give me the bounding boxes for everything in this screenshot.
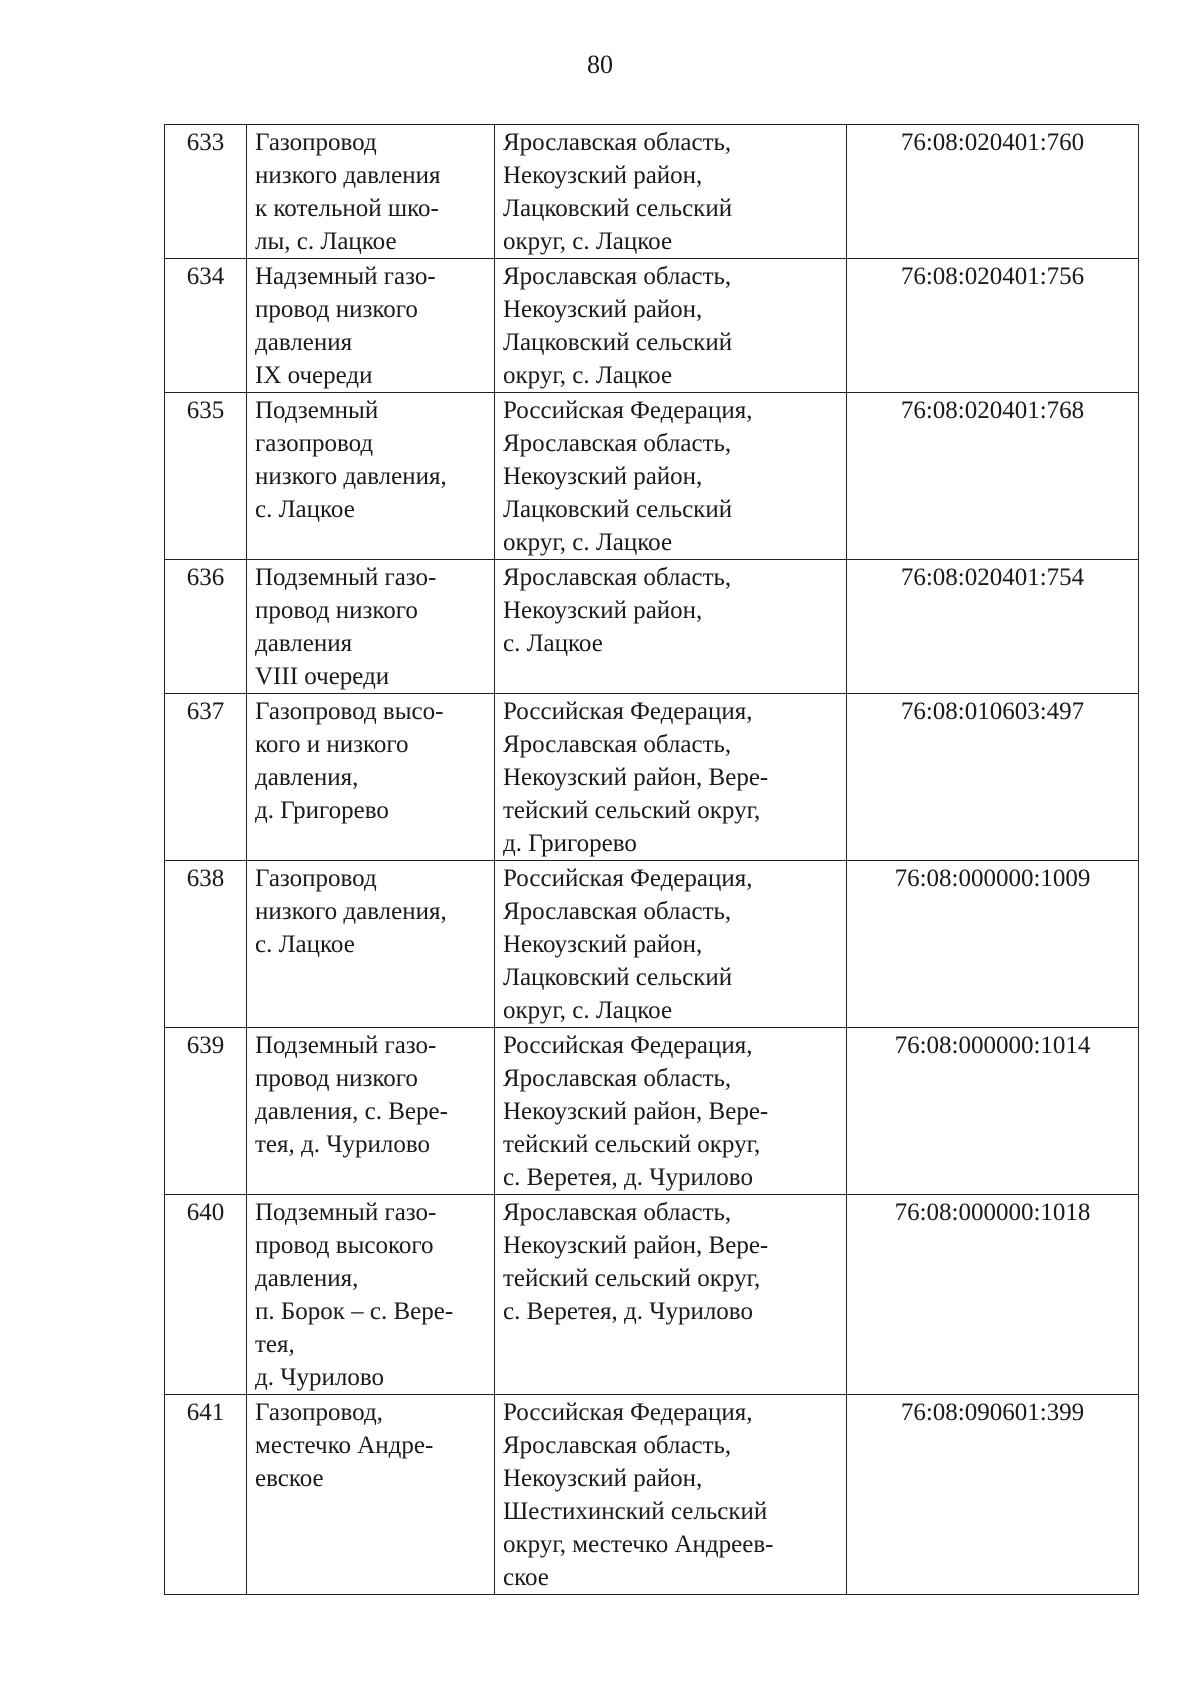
row-number: 641 bbox=[165, 1395, 247, 1595]
object-address-line: Некоузский район, bbox=[503, 931, 703, 958]
table-row bbox=[165, 861, 1139, 1028]
table-row bbox=[165, 1195, 1139, 1395]
object-address-line: Ярославская область, bbox=[503, 1199, 732, 1226]
object-name-line: Надземный газо- bbox=[255, 263, 436, 290]
property-table bbox=[164, 124, 1139, 1595]
object-name bbox=[247, 393, 495, 560]
object-address-line: Некоузский район, bbox=[503, 597, 703, 624]
object-name-line: газопровод bbox=[255, 430, 374, 457]
object-address bbox=[495, 1195, 847, 1395]
object-address-line: Ярославская область, bbox=[503, 430, 732, 457]
cadastral-number: 76:08:020401:756 bbox=[847, 259, 1139, 393]
object-name-line: евское bbox=[255, 1465, 324, 1492]
object-name-line: с. Лацкое bbox=[255, 496, 355, 523]
object-address bbox=[495, 125, 847, 259]
object-address-line: Лацковский сельский bbox=[503, 195, 733, 222]
object-address-line: Некоузский район, Вере- bbox=[503, 764, 769, 791]
object-address-line: Российская Федерация, bbox=[503, 698, 753, 725]
object-address-line: округ, местечко Андреев- bbox=[503, 1531, 774, 1558]
object-name-line: давления, bbox=[255, 764, 359, 791]
object-address-line: Шестихинский сельский bbox=[503, 1498, 768, 1525]
object-name-line: провод низкого bbox=[255, 1065, 418, 1092]
table-row bbox=[165, 393, 1139, 560]
object-address bbox=[495, 560, 847, 694]
object-address-line: с. Веретея, д. Чурилово bbox=[503, 1164, 753, 1191]
table-row bbox=[165, 1028, 1139, 1195]
object-address-line: Некоузский район, Вере- bbox=[503, 1098, 769, 1125]
object-name-line: Газопровод bbox=[255, 865, 377, 892]
object-name-line: с. Лацкое bbox=[255, 931, 355, 958]
object-address-line: Некоузский район, Вере- bbox=[503, 1232, 769, 1259]
object-name-line: кого и низкого bbox=[255, 731, 409, 758]
object-name bbox=[247, 259, 495, 393]
row-number: 634 bbox=[165, 259, 247, 393]
table-row bbox=[165, 694, 1139, 861]
object-address-line: Лацковский сельский bbox=[503, 496, 733, 523]
object-address-line: Лацковский сельский bbox=[503, 964, 733, 991]
object-name bbox=[247, 1395, 495, 1595]
object-name-line: Газопровод bbox=[255, 129, 377, 156]
object-address-line: д. Григорево bbox=[503, 830, 637, 857]
object-address bbox=[495, 259, 847, 393]
object-address-line: Некоузский район, bbox=[503, 162, 703, 189]
object-address bbox=[495, 393, 847, 560]
object-address-line: округ, с. Лацкое bbox=[503, 362, 673, 389]
object-address-line: Ярославская область, bbox=[503, 263, 732, 290]
object-address bbox=[495, 1395, 847, 1595]
object-name-line: Подземный газо- bbox=[255, 1032, 437, 1059]
object-address-line: Некоузский район, bbox=[503, 463, 703, 490]
object-name-line: давления bbox=[255, 329, 353, 356]
object-name-line: п. Борок – с. Вере- bbox=[255, 1298, 454, 1325]
object-name-line: низкого давления, bbox=[255, 463, 447, 490]
object-address-line: Российская Федерация, bbox=[503, 1399, 753, 1426]
object-name-line: Подземный bbox=[255, 397, 379, 424]
object-name-line: Подземный газо- bbox=[255, 564, 437, 591]
object-name-line: низкого давления bbox=[255, 162, 441, 189]
table-row bbox=[165, 259, 1139, 393]
object-address-line: Некоузский район, bbox=[503, 1465, 703, 1492]
object-address-line: Ярославская область, bbox=[503, 1065, 732, 1092]
object-name bbox=[247, 861, 495, 1028]
object-name bbox=[247, 694, 495, 861]
object-name-line: давления, с. Вере- bbox=[255, 1098, 448, 1125]
row-number: 638 bbox=[165, 861, 247, 1028]
cadastral-number: 76:08:020401:754 bbox=[847, 560, 1139, 694]
object-address-line: ское bbox=[503, 1564, 549, 1591]
object-address-line: округ, с. Лацкое bbox=[503, 228, 673, 255]
object-name bbox=[247, 560, 495, 694]
cadastral-number: 76:08:000000:1009 bbox=[847, 861, 1139, 1028]
object-name-line: IX очереди bbox=[255, 362, 373, 389]
object-name-line: провод высокого bbox=[255, 1232, 434, 1259]
object-name-line: тея, д. Чурилово bbox=[255, 1131, 430, 1158]
object-address-line: Российская Федерация, bbox=[503, 397, 753, 424]
row-number: 636 bbox=[165, 560, 247, 694]
object-address-line: Ярославская область, bbox=[503, 129, 732, 156]
object-name-line: д. Чурилово bbox=[255, 1364, 384, 1391]
object-address-line: Ярославская область, bbox=[503, 1432, 732, 1459]
object-address-line: с. Лацкое bbox=[503, 630, 603, 657]
cadastral-number: 76:08:020401:768 bbox=[847, 393, 1139, 560]
object-address-line: тейский сельский округ, bbox=[503, 797, 761, 824]
object-name bbox=[247, 125, 495, 259]
cadastral-number: 76:08:000000:1018 bbox=[847, 1195, 1139, 1395]
object-address bbox=[495, 1028, 847, 1195]
object-name-line: низкого давления, bbox=[255, 898, 447, 925]
object-name-line: д. Григорево bbox=[255, 797, 389, 824]
cadastral-number: 76:08:010603:497 bbox=[847, 694, 1139, 861]
object-name bbox=[247, 1195, 495, 1395]
object-address-line: Российская Федерация, bbox=[503, 865, 753, 892]
object-address-line: округ, с. Лацкое bbox=[503, 997, 673, 1024]
object-name-line: давления, bbox=[255, 1265, 359, 1292]
object-name-line: провод низкого bbox=[255, 597, 418, 624]
page-number: 80 bbox=[587, 50, 613, 79]
object-name-line: лы, с. Лацкое bbox=[255, 228, 397, 255]
row-number: 635 bbox=[165, 393, 247, 560]
row-number: 633 bbox=[165, 125, 247, 259]
object-address-line: Ярославская область, bbox=[503, 898, 732, 925]
object-address-line: тейский сельский округ, bbox=[503, 1265, 761, 1292]
object-name-line: Газопровод, bbox=[255, 1399, 383, 1426]
cadastral-number: 76:08:090601:399 bbox=[847, 1395, 1139, 1595]
object-address-line: Некоузский район, bbox=[503, 296, 703, 323]
object-address-line: тейский сельский округ, bbox=[503, 1131, 761, 1158]
object-name-line: тея, bbox=[255, 1331, 295, 1358]
object-address bbox=[495, 694, 847, 861]
object-address bbox=[495, 861, 847, 1028]
table-row bbox=[165, 560, 1139, 694]
object-address-line: Российская Федерация, bbox=[503, 1032, 753, 1059]
table-row bbox=[165, 125, 1139, 259]
row-number: 637 bbox=[165, 694, 247, 861]
object-name bbox=[247, 1028, 495, 1195]
object-name-line: местечко Андре- bbox=[255, 1432, 434, 1459]
object-name-line: VIII очереди bbox=[255, 663, 390, 690]
object-address-line: округ, с. Лацкое bbox=[503, 529, 673, 556]
row-number: 639 bbox=[165, 1028, 247, 1195]
row-number: 640 bbox=[165, 1195, 247, 1395]
table-row bbox=[165, 1395, 1139, 1595]
object-address-line: Ярославская область, bbox=[503, 564, 732, 591]
table-body bbox=[165, 125, 1139, 1595]
cadastral-number: 76:08:020401:760 bbox=[847, 125, 1139, 259]
cadastral-number: 76:08:000000:1014 bbox=[847, 1028, 1139, 1195]
object-name-line: провод низкого bbox=[255, 296, 418, 323]
object-name-line: к котельной шко- bbox=[255, 195, 439, 222]
object-name-line: Газопровод высо- bbox=[255, 698, 444, 725]
object-address-line: с. Веретея, д. Чурилово bbox=[503, 1298, 753, 1325]
object-address-line: Лацковский сельский bbox=[503, 329, 733, 356]
object-name-line: Подземный газо- bbox=[255, 1199, 437, 1226]
object-address-line: Ярославская область, bbox=[503, 731, 732, 758]
object-name-line: давления bbox=[255, 630, 353, 657]
